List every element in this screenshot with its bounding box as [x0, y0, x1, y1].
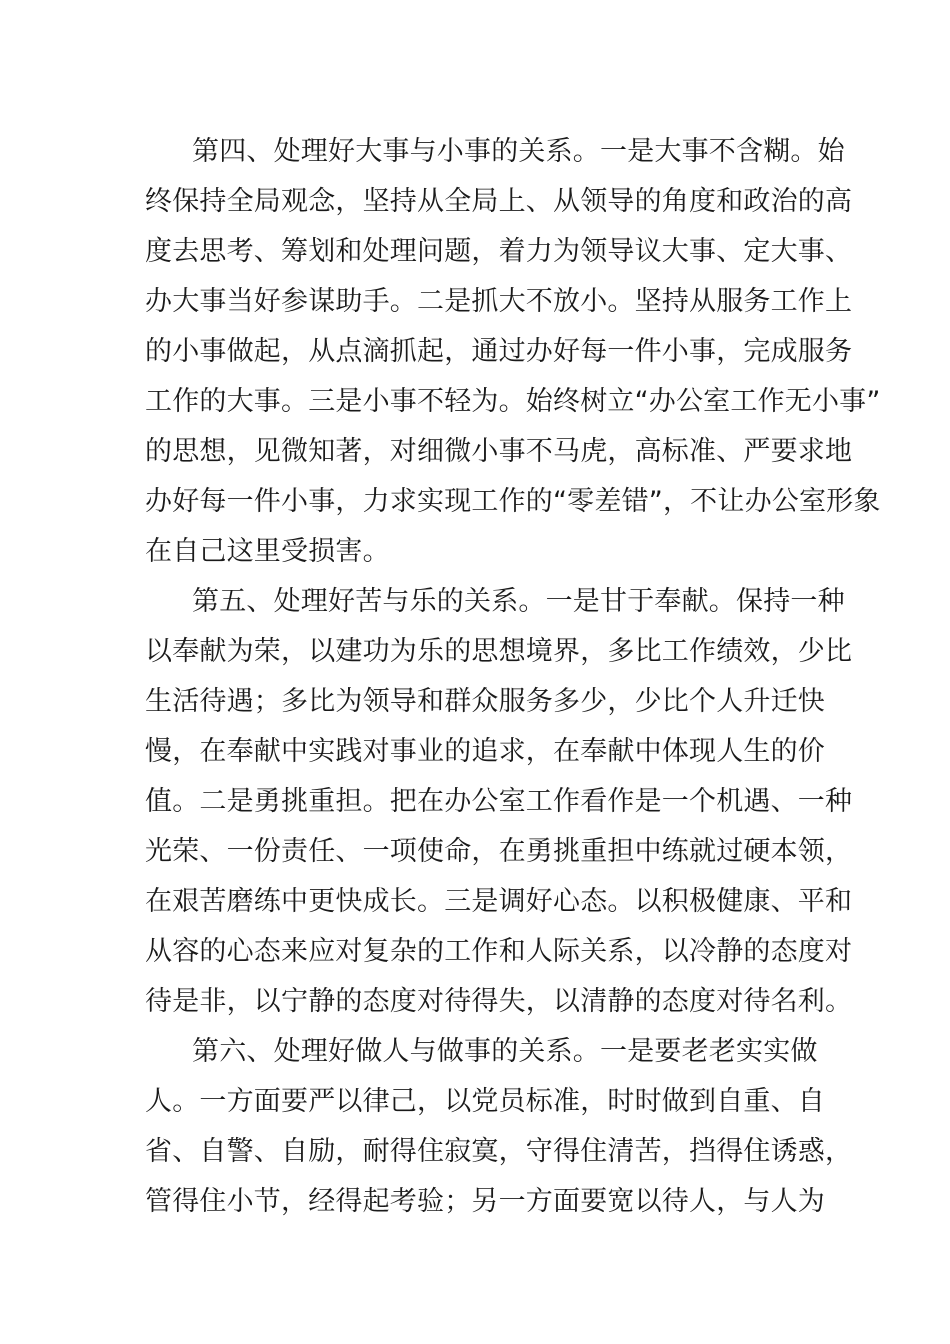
paragraph-line: 值。二是勇挑重担。把在办公室工作看作是一个机遇、一种 — [145, 786, 853, 817]
paragraph-line: 以奉献为荣，以建功为乐的思想境界，多比工作绩效，少比 — [145, 636, 853, 667]
paragraph-line: 第六、处理好做人与做事的关系。一是要老老实实做 — [192, 1036, 818, 1067]
paragraph-line: 管得住小节，经得起考验；另一方面要宽以待人，与人为 — [145, 1186, 825, 1217]
paragraph-line: 在自己这里受损害。 — [145, 536, 390, 567]
paragraph-line: 工作的大事。三是小事不轻为。始终树立“办公室工作无小事” — [145, 386, 881, 417]
paragraph-line: 办好每一件小事，力求实现工作的“零差错”，不让办公室形象 — [145, 486, 881, 517]
paragraph-line: 生活待遇；多比为领导和群众服务多少，少比个人升迁快 — [145, 686, 825, 717]
paragraph-line: 度去思考、筹划和处理问题，着力为领导议大事、定大事、 — [145, 236, 853, 267]
paragraph-line: 慢，在奉献中实践对事业的追求，在奉献中体现人生的价 — [145, 736, 825, 767]
paragraph-line: 光荣、一份责任、一项使命，在勇挑重担中练就过硬本领， — [145, 836, 853, 867]
paragraph-line: 第四、处理好大事与小事的关系。一是大事不含糊。始 — [192, 136, 845, 167]
paragraph-line: 第五、处理好苦与乐的关系。一是甘于奉献。保持一种 — [192, 586, 845, 617]
paragraph-line: 省、自警、自励，耐得住寂寞，守得住清苦，挡得住诱惑， — [145, 1136, 853, 1167]
paragraph-line: 人。一方面要严以律己，以党员标准，时时做到自重、自 — [145, 1086, 825, 1117]
paragraph-line: 从容的心态来应对复杂的工作和人际关系，以冷静的态度对 — [145, 936, 853, 967]
paragraph-line: 的思想，见微知著，对细微小事不马虎，高标准、严要求地 — [145, 436, 853, 467]
paragraph-line: 终保持全局观念，坚持从全局上、从领导的角度和政治的高 — [145, 186, 853, 217]
paragraph-line: 办大事当好参谋助手。二是抓大不放小。坚持从服务工作上 — [145, 286, 853, 317]
paragraph-line: 在艰苦磨练中更快成长。三是调好心态。以积极健康、平和 — [145, 886, 853, 917]
paragraph-line: 的小事做起，从点滴抓起，通过办好每一件小事，完成服务 — [145, 336, 853, 367]
paragraph-line: 待是非，以宁静的态度对待得失，以清静的态度对待名利。 — [145, 986, 853, 1017]
